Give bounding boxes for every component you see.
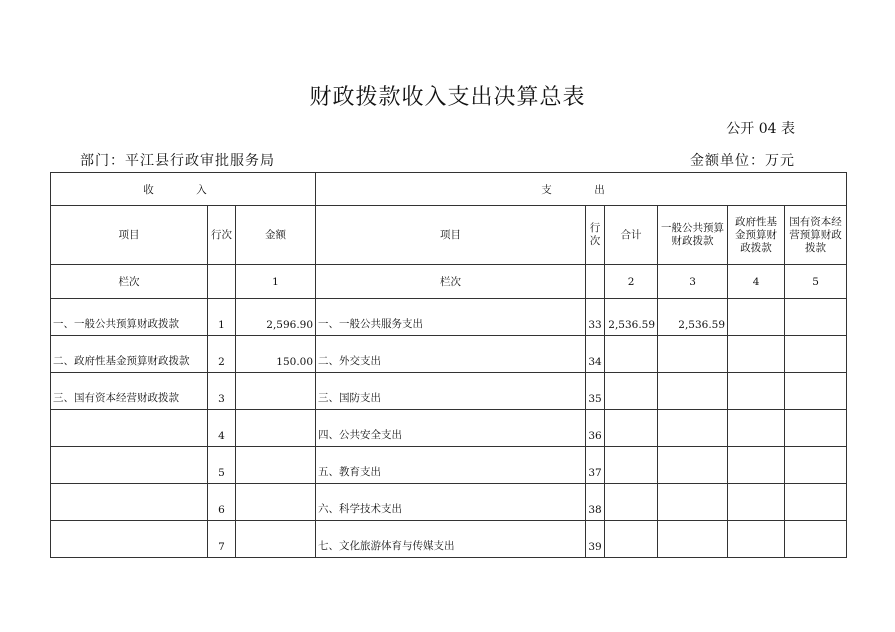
cell-general-budget bbox=[658, 373, 728, 410]
cell-income-row: 1 bbox=[208, 299, 236, 336]
cell-total bbox=[605, 373, 658, 410]
cell-income-item bbox=[51, 447, 208, 484]
expense-header: 支 出 bbox=[316, 173, 847, 206]
cell-income-row: 4 bbox=[208, 410, 236, 447]
cell-gov-fund bbox=[728, 373, 785, 410]
cell-income-row: 2 bbox=[208, 336, 236, 373]
cell-gov-fund bbox=[728, 336, 785, 373]
cell-state-capital bbox=[785, 410, 847, 447]
cell-expense-row: 38 bbox=[586, 484, 605, 521]
cell-income-amount bbox=[236, 484, 316, 521]
index-total: 2 bbox=[605, 265, 658, 299]
cell-expense-item: 六、科学技术支出 bbox=[316, 484, 586, 521]
cell-state-capital bbox=[785, 521, 847, 558]
cell-income-amount bbox=[236, 521, 316, 558]
index-income-row bbox=[208, 265, 236, 299]
col-general-budget: 一般公共预算财政拨款 bbox=[658, 206, 728, 265]
cell-general-budget bbox=[658, 336, 728, 373]
cell-income-item: 三、国有资本经营财政拨款 bbox=[51, 373, 208, 410]
index-state-capital: 5 bbox=[785, 265, 847, 299]
cell-gov-fund bbox=[728, 447, 785, 484]
cell-general-budget bbox=[658, 447, 728, 484]
cell-income-item bbox=[51, 410, 208, 447]
cell-income-item bbox=[51, 484, 208, 521]
cell-state-capital bbox=[785, 373, 847, 410]
cell-expense-row: 37 bbox=[586, 447, 605, 484]
income-header: 收 入 bbox=[51, 173, 316, 206]
index-income-amount: 1 bbox=[236, 265, 316, 299]
cell-income-row: 7 bbox=[208, 521, 236, 558]
index-gov-fund: 4 bbox=[728, 265, 785, 299]
col-income-row: 行次 bbox=[208, 206, 236, 265]
cell-gov-fund bbox=[728, 521, 785, 558]
col-gov-fund: 政府性基金预算财政拨款 bbox=[728, 206, 785, 265]
cell-state-capital bbox=[785, 336, 847, 373]
index-expense-label: 栏次 bbox=[316, 265, 586, 299]
table-row bbox=[51, 484, 847, 521]
cell-gov-fund bbox=[728, 410, 785, 447]
cell-income-amount: 150.00 bbox=[236, 336, 316, 373]
cell-expense-item: 五、教育支出 bbox=[316, 447, 586, 484]
cell-expense-row: 35 bbox=[586, 373, 605, 410]
cell-income-item: 一、一般公共预算财政拨款 bbox=[51, 299, 208, 336]
col-state-capital: 国有资本经营预算财政拨款 bbox=[785, 206, 847, 265]
cell-income-amount bbox=[236, 373, 316, 410]
table-row bbox=[51, 373, 847, 410]
col-income-amount: 金额 bbox=[236, 206, 316, 265]
cell-expense-row: 34 bbox=[586, 336, 605, 373]
table-row bbox=[51, 299, 847, 336]
cell-expense-item: 一、一般公共服务支出 bbox=[316, 299, 586, 336]
cell-income-row: 3 bbox=[208, 373, 236, 410]
cell-expense-item: 七、文化旅游体育与传媒支出 bbox=[316, 521, 586, 558]
cell-state-capital bbox=[785, 484, 847, 521]
cell-total bbox=[605, 410, 658, 447]
budget-table bbox=[50, 172, 847, 558]
cell-general-budget bbox=[658, 484, 728, 521]
cell-gov-fund bbox=[728, 299, 785, 336]
cell-income-amount: 2,596.90 bbox=[236, 299, 316, 336]
cell-general-budget bbox=[658, 521, 728, 558]
cell-expense-item: 三、国防支出 bbox=[316, 373, 586, 410]
cell-income-item bbox=[51, 521, 208, 558]
cell-expense-row: 39 bbox=[586, 521, 605, 558]
col-expense-row: 行次 bbox=[586, 206, 605, 265]
index-income-label: 栏次 bbox=[51, 265, 208, 299]
cell-total bbox=[605, 447, 658, 484]
cell-income-row: 6 bbox=[208, 484, 236, 521]
cell-expense-item: 二、外交支出 bbox=[316, 336, 586, 373]
cell-income-amount bbox=[236, 410, 316, 447]
cell-state-capital bbox=[785, 447, 847, 484]
table-row bbox=[51, 336, 847, 373]
cell-expense-row: 33 bbox=[586, 299, 605, 336]
index-general-budget: 3 bbox=[658, 265, 728, 299]
form-number: 公开 04 表 bbox=[726, 121, 795, 137]
table-row bbox=[51, 410, 847, 447]
page-title: 财政拨款收入支出决算总表 bbox=[309, 85, 586, 110]
cell-total bbox=[605, 336, 658, 373]
cell-income-row: 5 bbox=[208, 447, 236, 484]
cell-total bbox=[605, 521, 658, 558]
cell-total: 2,536.59 bbox=[605, 299, 658, 336]
cell-gov-fund bbox=[728, 484, 785, 521]
cell-general-budget: 2,536.59 bbox=[658, 299, 728, 336]
cell-expense-item: 四、公共安全支出 bbox=[316, 410, 586, 447]
index-expense-row bbox=[586, 265, 605, 299]
cell-state-capital bbox=[785, 299, 847, 336]
col-income-item: 项目 bbox=[51, 206, 208, 265]
cell-income-item: 二、政府性基金预算财政拨款 bbox=[51, 336, 208, 373]
unit-label: 金额单位：万元 bbox=[690, 153, 795, 169]
department-label: 部门：平江县行政审批服务局 bbox=[80, 153, 275, 169]
col-expense-item: 项目 bbox=[316, 206, 586, 265]
cell-expense-row: 36 bbox=[586, 410, 605, 447]
col-total: 合计 bbox=[605, 206, 658, 265]
table-row bbox=[51, 447, 847, 484]
cell-general-budget bbox=[658, 410, 728, 447]
cell-income-amount bbox=[236, 447, 316, 484]
cell-total bbox=[605, 484, 658, 521]
table-row bbox=[51, 521, 847, 558]
